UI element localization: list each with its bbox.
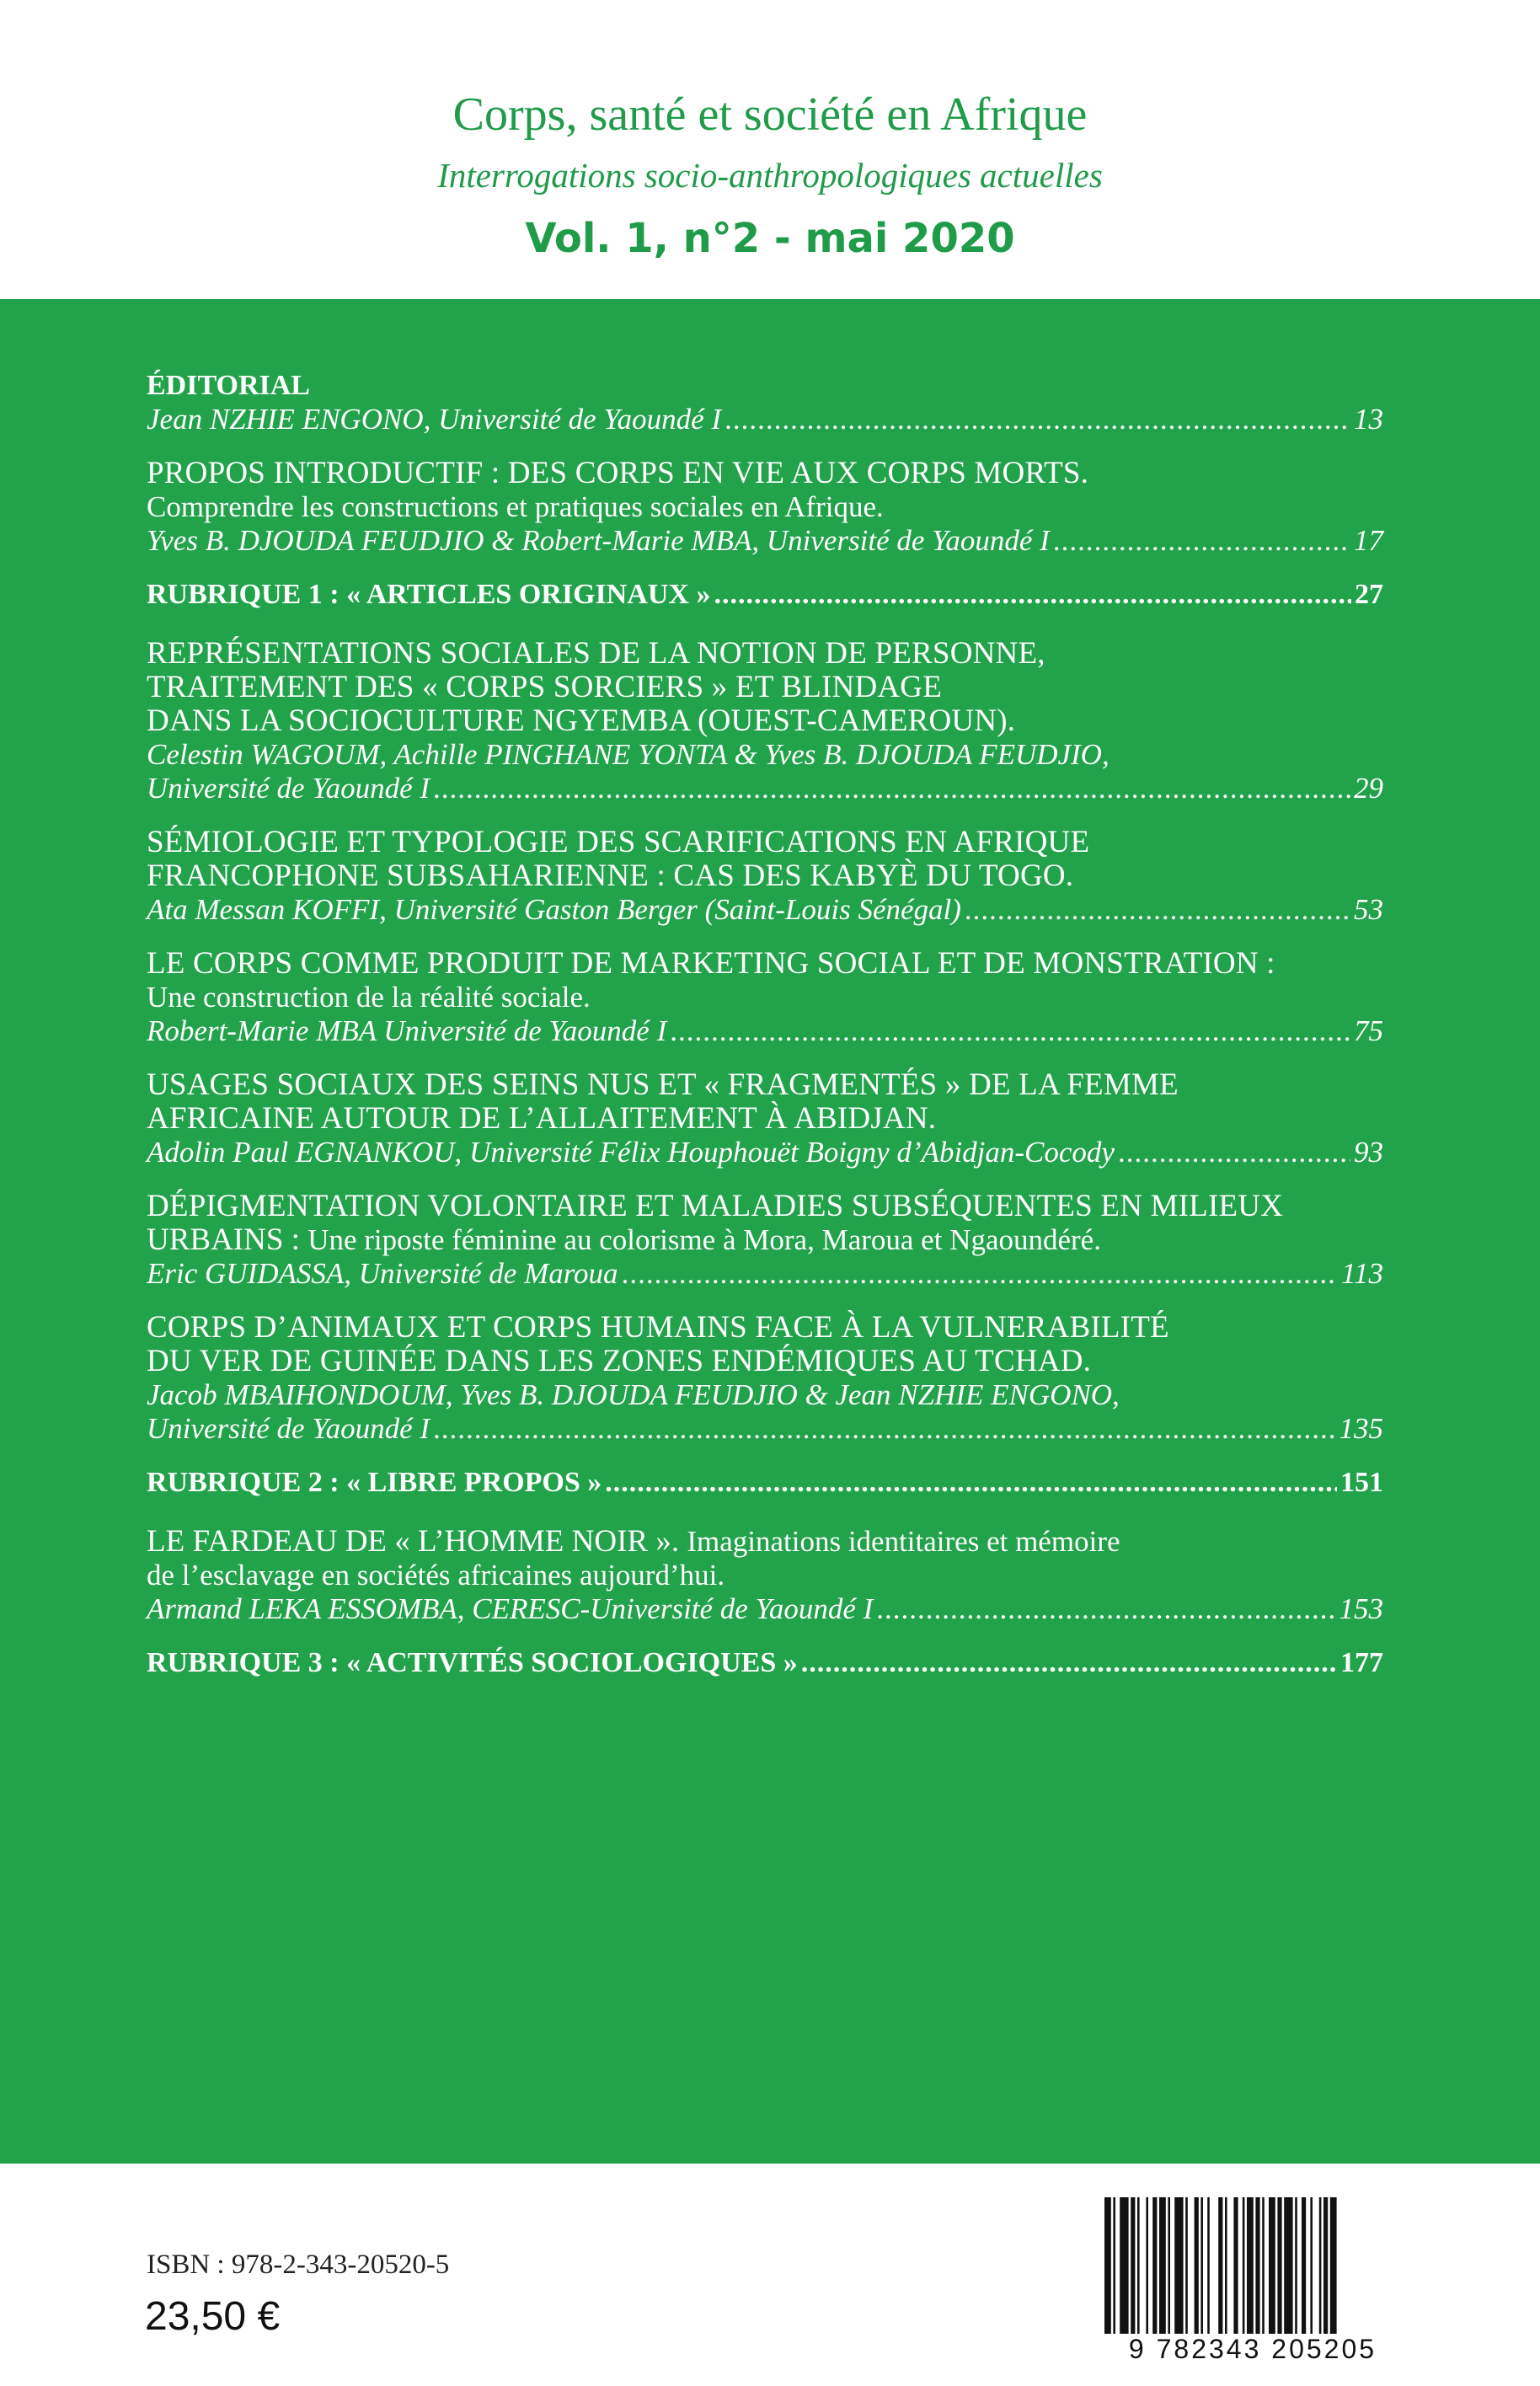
page-number: 29	[1354, 772, 1383, 805]
toc-article-6	[147, 1311, 1383, 1446]
entry-title: CORPS D’ANIMAUX ET CORPS HUMAINS FACE À LA VULNERABILITÉ	[147, 1310, 1169, 1345]
toc-entry-line	[147, 1257, 1383, 1291]
barcode-bar	[1225, 2197, 1227, 2339]
entry-subtitle: de l’esclavage en sociétés africaines aujourd’hui.	[147, 1559, 725, 1592]
section-heading: RUBRIQUE 2 : « LIBRE PROPOS »	[147, 1467, 602, 1498]
entry-title	[147, 1223, 1383, 1257]
page-number: 53	[1354, 893, 1383, 926]
barcode-bar	[1168, 2197, 1170, 2339]
barcode-bar	[1131, 2197, 1135, 2339]
toc-rubrique-2	[147, 1466, 1383, 1500]
barcode-bar	[1159, 2197, 1166, 2339]
table-of-contents	[147, 369, 1383, 1705]
barcode	[1101, 2197, 1404, 2374]
entry-title-rest: Une riposte féminine au colorisme à Mora, Maroua et Ngaoundéré.	[307, 1223, 1101, 1256]
entry-author: Yves B. DJOUDA FEUDJIO & Robert-Marie MBA, Université de Yaoundé I	[147, 524, 1050, 557]
barcode-bar	[1120, 2197, 1128, 2339]
entry-subtitle: Une construction de la réalité sociale.	[147, 981, 591, 1014]
toc-article-4	[147, 1068, 1383, 1169]
page-number: 113	[1341, 1257, 1383, 1290]
barcode-bar	[1113, 2197, 1115, 2339]
toc-entry-line	[147, 1136, 1383, 1169]
toc-article-2	[147, 826, 1383, 927]
entry-title: PROPOS INTRODUCTIF : DES CORPS EN VIE AUX CORPS MORTS.	[147, 456, 1089, 490]
dot-leader	[433, 772, 1350, 805]
toc-propos	[147, 457, 1383, 558]
page-number: 93	[1354, 1136, 1383, 1169]
barcode-bar	[1323, 2197, 1328, 2339]
isbn-label: ISBN : 978-2-343-20520-5	[147, 2250, 450, 2280]
toc-entry-line	[147, 1466, 1383, 1500]
entry-affiliation: Université de Yaoundé I	[147, 1412, 430, 1445]
entry-title: DANS LA SOCIOCULTURE NGYEMBA (OUEST-CAMEROUN).	[147, 703, 1016, 738]
entry-title: TRAITEMENT DES « CORPS SORCIERS » ET BLINDAGE	[147, 670, 943, 704]
page-number: 151	[1340, 1467, 1383, 1498]
page-number: 13	[1354, 403, 1383, 436]
section-heading: RUBRIQUE 1 : « ARTICLES ORIGINAUX »	[147, 579, 711, 610]
entry-subtitle: Comprendre les constructions et pratiques sociales en Afrique.	[147, 490, 884, 523]
section-heading: RUBRIQUE 3 : « ACTIVITÉS SOCIOLOGIQUES »	[147, 1647, 798, 1678]
toc-editorial	[147, 369, 1383, 436]
dot-leader	[433, 1412, 1335, 1446]
entry-title-caps: URBAINS :	[147, 1222, 308, 1257]
entry-author: Robert-Marie MBA Université de Yaoundé I	[147, 1014, 667, 1047]
page-number: 153	[1339, 1592, 1383, 1625]
barcode-bar	[1174, 2197, 1183, 2339]
barcode-bar	[1269, 2197, 1275, 2339]
entry-title	[147, 1525, 1383, 1559]
toc-entry-line	[147, 1014, 1383, 1048]
entry-title: FRANCOPHONE SUBSAHARIENNE : CAS DES KABYÈ DU TOGO.	[147, 859, 1074, 893]
entry-author: Adolin Paul EGNANKOU, Université Félix Houphouët Boigny d’Abidjan-Cocody	[147, 1136, 1115, 1169]
entry-title: SÉMIOLOGIE ET TYPOLOGIE DES SCARIFICATIONS EN AFRIQUE	[147, 825, 1090, 859]
toc-rubrique-3	[147, 1646, 1383, 1680]
entry-affiliation: Université de Yaoundé I	[147, 772, 430, 805]
dot-leader	[605, 1466, 1337, 1500]
journal-subtitle: Interrogations socio-anthropologiques actuelles	[437, 156, 1103, 195]
journal-title: Corps, santé et société en Afrique	[452, 88, 1088, 141]
barcode-bar	[1207, 2197, 1210, 2339]
entry-title: AFRICAINE AUTOUR DE L’ALLAITEMENT À ABIDJAN.	[147, 1101, 937, 1136]
toc-article-7	[147, 1525, 1383, 1626]
dot-leader	[622, 1257, 1339, 1291]
barcode-bar	[1152, 2197, 1157, 2339]
entry-author: Armand LEKA ESSOMBA, CERESC-Université de Yaoundé I	[147, 1592, 874, 1625]
page-number: 27	[1355, 579, 1383, 610]
barcode-bar	[1255, 2197, 1259, 2339]
barcode-bar	[1330, 2197, 1337, 2339]
entry-title-rest: Imaginations identitaires et mémoire	[687, 1525, 1120, 1558]
toc-entry-line	[147, 893, 1383, 927]
barcode-bar	[1310, 2197, 1313, 2339]
barcode-bar	[1262, 2197, 1265, 2339]
dot-leader	[1118, 1136, 1350, 1169]
barcode-bar	[1195, 2197, 1199, 2339]
dot-leader	[1053, 524, 1350, 558]
toc-entry-line	[147, 1646, 1383, 1680]
barcode-bar	[1185, 2197, 1188, 2339]
entry-title: USAGES SOCIAUX DES SEINS NUS ET « FRAGMENTÉS » DE LA FEMME	[147, 1067, 1179, 1102]
dot-leader	[725, 403, 1350, 436]
dot-leader	[965, 893, 1350, 927]
barcode-bar	[1284, 2197, 1292, 2339]
cover-header	[0, 0, 1540, 299]
toc-entry-line	[147, 1592, 1383, 1626]
dot-leader	[670, 1014, 1350, 1048]
page-number: 17	[1354, 524, 1383, 557]
barcode-bar	[1295, 2197, 1297, 2339]
price-label: 23,50 €	[145, 2294, 281, 2339]
page-number: 75	[1354, 1014, 1383, 1047]
section-heading: ÉDITORIAL	[147, 370, 310, 401]
barcode-bar	[1137, 2197, 1140, 2339]
barcode-bar	[1146, 2197, 1148, 2339]
entry-author: Jean NZHIE ENGONO, Université de Yaoundé I	[147, 403, 722, 436]
entry-author: Jacob MBAIHONDOUM, Yves B. DJOUDA FEUDJIO & Jean NZHIE ENGONO,	[147, 1378, 1120, 1411]
entry-title: DU VER DE GUINÉE DANS LES ZONES ENDÉMIQUES AU TCHAD.	[147, 1344, 1092, 1378]
journal-volume: Vol. 1, n°2 - mai 2020	[525, 215, 1015, 262]
barcode-bar	[1302, 2197, 1306, 2339]
entry-author: Ata Messan KOFFI, Université Gaston Berger (Saint-Louis Sénégal)	[147, 893, 961, 926]
entry-title: DÉPIGMENTATION VOLONTAIRE ET MALADIES SUBSÉQUENTES EN MILIEUX	[147, 1189, 1284, 1223]
entry-author: Eric GUIDASSA, Université de Maroua	[147, 1257, 618, 1290]
barcode-bar	[1200, 2197, 1203, 2339]
entry-title: LE CORPS COMME PRODUIT DE MARKETING SOCIAL ET DE MONSTRATION :	[147, 946, 1275, 981]
barcode-bars	[1101, 2197, 1404, 2339]
toc-article-3	[147, 947, 1383, 1048]
toc-article-1	[147, 637, 1383, 805]
page-number: 135	[1339, 1412, 1383, 1445]
barcode-bar	[1277, 2197, 1281, 2339]
dot-leader	[876, 1592, 1335, 1626]
barcode-bar	[1319, 2197, 1322, 2339]
toc-entry-line	[147, 578, 1383, 612]
barcode-bar	[1233, 2197, 1238, 2339]
toc-entry-line	[147, 1412, 1383, 1446]
dot-leader	[714, 578, 1351, 612]
barcode-bar	[1104, 2197, 1111, 2339]
cover-footer	[0, 2164, 1540, 2386]
toc-entry-line	[147, 524, 1383, 558]
page-number: 177	[1340, 1647, 1383, 1678]
toc-article-5	[147, 1190, 1383, 1291]
toc-rubrique-1	[147, 578, 1383, 612]
dot-leader	[801, 1646, 1337, 1680]
entry-author: Celestin WAGOUM, Achille PINGHANE YONTA & Yves B. DJOUDA FEUDJIO,	[147, 738, 1110, 771]
barcode-bar	[1218, 2197, 1222, 2339]
entry-title-caps: LE FARDEAU DE « L’HOMME NOIR ».	[147, 1524, 687, 1559]
barcode-digits: 9 782343 205205	[1101, 2334, 1404, 2365]
toc-entry-line	[147, 403, 1383, 436]
barcode-bar	[1243, 2197, 1245, 2339]
entry-title: REPRÉSENTATIONS SOCIALES DE LA NOTION DE PERSONNE,	[147, 636, 1045, 671]
barcode-bar	[1247, 2197, 1254, 2339]
toc-entry-line	[147, 772, 1383, 805]
